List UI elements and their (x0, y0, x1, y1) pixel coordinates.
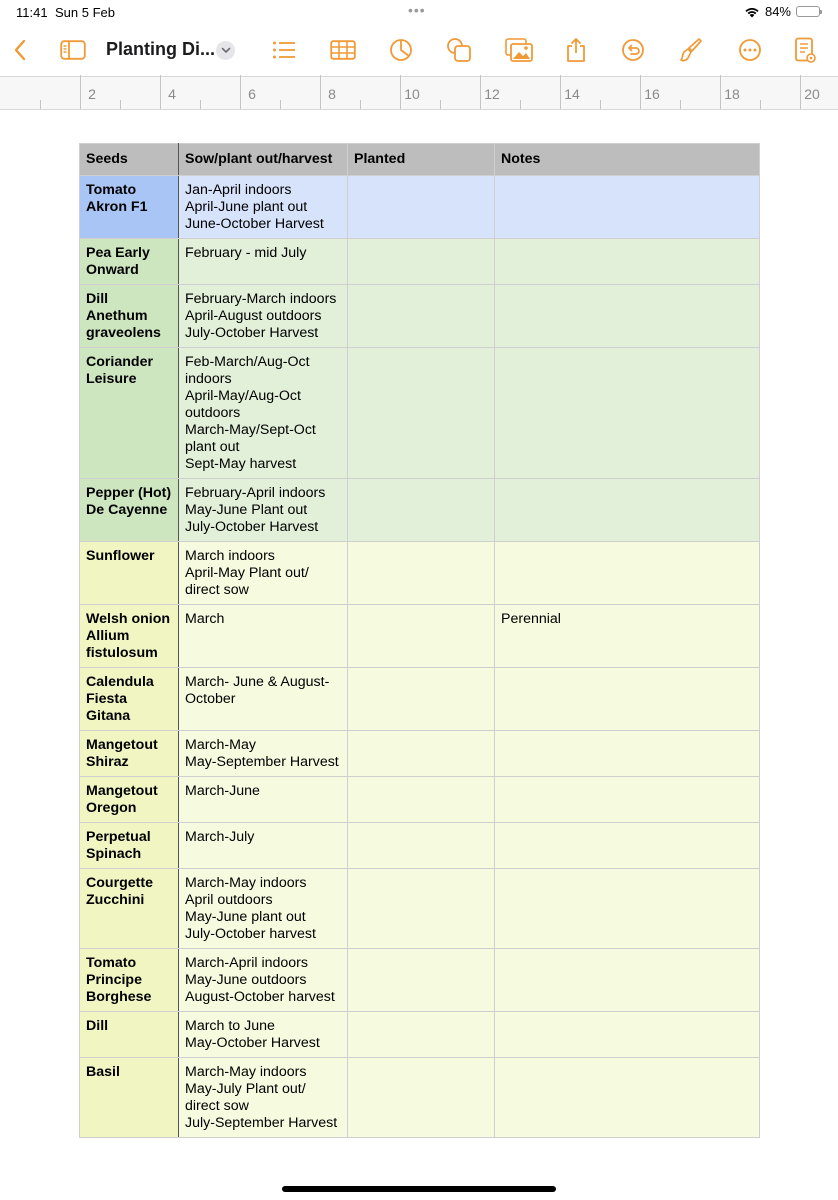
seed-cell[interactable] (80, 348, 179, 479)
ruler-tick (160, 75, 161, 109)
seed-name-line: Shiraz (86, 754, 129, 770)
sow-line: March-May (185, 737, 256, 753)
seed-cell[interactable] (80, 1012, 179, 1058)
sow-cell[interactable] (179, 176, 348, 239)
seed-name-line: Zucchini (86, 892, 145, 908)
ruler-tick (280, 100, 281, 109)
ruler-label: 8 (328, 86, 336, 102)
seed-name-line: Borghese (86, 989, 152, 1005)
notes-cell[interactable] (495, 348, 760, 479)
seed-cell[interactable] (80, 668, 179, 731)
table-row[interactable] (80, 777, 760, 823)
notes-cell[interactable] (495, 869, 760, 949)
sow-line: May-July Plant out/ (185, 1081, 306, 1097)
seed-name-line: Perpetual (86, 829, 151, 845)
sow-cell[interactable] (179, 479, 348, 542)
planted-cell[interactable] (348, 869, 495, 949)
chevron-down-icon[interactable] (216, 41, 235, 60)
ruler-tick (640, 75, 641, 109)
seed-name-line: Tomato (86, 182, 137, 198)
status-bar (0, 0, 838, 24)
seed-name-line: De Cayenne (86, 502, 168, 518)
planted-cell[interactable] (348, 239, 495, 285)
document-title[interactable]: Planting Di... (106, 39, 216, 59)
header-sow[interactable]: Sow/plant out/harvest (179, 144, 348, 176)
sow-line: July-October harvest (185, 926, 316, 942)
table-row[interactable] (80, 479, 760, 542)
toolbar (0, 26, 838, 74)
ruler-label: 20 (804, 86, 820, 102)
sow-line: February - mid July (185, 245, 307, 261)
sow-line: May-June Plant out (185, 502, 308, 518)
sow-line: direct sow (185, 582, 249, 598)
seed-cell[interactable] (80, 731, 179, 777)
sow-line: April outdoors (185, 892, 273, 908)
planted-cell[interactable] (348, 668, 495, 731)
sow-line: March-May indoors (185, 1064, 307, 1080)
notes-cell[interactable] (495, 1012, 760, 1058)
ruler-label: 4 (168, 86, 176, 102)
seed-name-line: Spinach (86, 846, 142, 862)
table-row[interactable] (80, 239, 760, 285)
ruler-tick (440, 100, 441, 109)
sow-line: March- June & August- (185, 674, 330, 690)
sow-cell[interactable] (179, 1012, 348, 1058)
battery-percent: 84% (764, 4, 791, 19)
seed-cell[interactable] (80, 285, 179, 348)
seed-name-line: Dill (86, 1018, 109, 1034)
seed-cell[interactable] (80, 542, 179, 605)
battery-icon (796, 6, 820, 17)
seed-name-line: Fiesta (86, 691, 128, 707)
sow-line: May-September Harvest (185, 754, 339, 770)
sow-line: March to June (185, 1018, 275, 1034)
table-row[interactable] (80, 1058, 760, 1138)
planted-cell[interactable] (348, 1058, 495, 1138)
multitasking-dots[interactable]: ••• (408, 2, 426, 18)
ruler-label: 18 (724, 86, 740, 102)
sow-line: plant out (185, 439, 240, 455)
sow-line: June-October Harvest (185, 216, 324, 232)
notes-cell[interactable] (495, 479, 760, 542)
wifi-icon (744, 6, 760, 18)
seed-name-line: Mangetout (86, 783, 158, 799)
notes-cell[interactable] (495, 949, 760, 1012)
seed-name-line: Leisure (86, 371, 137, 387)
sow-cell[interactable] (179, 869, 348, 949)
seed-name-line: Principe (86, 972, 142, 988)
table-row[interactable] (80, 1012, 760, 1058)
planted-cell[interactable] (348, 479, 495, 542)
sow-line: April-August outdoors (185, 308, 322, 324)
shapes-icon[interactable] (445, 36, 473, 64)
status-date: Sun 5 Feb (55, 5, 115, 20)
table-row[interactable] (80, 668, 760, 731)
planting-table[interactable] (79, 143, 760, 1138)
ruler-tick (400, 75, 401, 109)
ruler-tick (720, 75, 721, 109)
ruler-tick (680, 100, 681, 109)
sow-line: July-October Harvest (185, 519, 319, 535)
seed-name-line: Oregon (86, 800, 137, 816)
seed-name-line: Pepper (Hot) (86, 485, 172, 501)
ruler-tick (520, 100, 521, 109)
seed-name-line: Calendula (86, 674, 154, 690)
sow-cell[interactable] (179, 348, 348, 479)
more-icon[interactable] (736, 36, 764, 64)
sow-cell[interactable] (179, 823, 348, 869)
seed-cell[interactable] (80, 777, 179, 823)
ruler-tick (760, 100, 761, 109)
sow-cell[interactable] (179, 239, 348, 285)
planted-cell[interactable] (348, 777, 495, 823)
seed-cell[interactable] (80, 479, 179, 542)
sow-cell[interactable] (179, 285, 348, 348)
sow-line: May-June outdoors (185, 972, 307, 988)
status-right (744, 4, 820, 19)
table-row[interactable] (80, 731, 760, 777)
notes-cell[interactable] (495, 239, 760, 285)
header-planted[interactable]: Planted (348, 144, 495, 176)
planted-cell[interactable] (348, 949, 495, 1012)
home-indicator[interactable] (282, 1186, 556, 1192)
seed-cell[interactable] (80, 605, 179, 668)
ruler-tick (200, 100, 201, 109)
notes-cell[interactable] (495, 823, 760, 869)
planted-cell[interactable] (348, 605, 495, 668)
notes-cell[interactable] (495, 777, 760, 823)
seed-name-line: Akron F1 (86, 199, 148, 215)
status-time: 11:41 (16, 5, 48, 20)
table-body (80, 176, 760, 1138)
sow-cell[interactable] (179, 777, 348, 823)
table-row[interactable] (80, 869, 760, 949)
sow-cell[interactable] (179, 949, 348, 1012)
seed-name-line: Allium (86, 628, 130, 644)
sow-line: August-October harvest (185, 989, 335, 1005)
ruler-tick (320, 75, 321, 109)
ruler-tick (480, 75, 481, 109)
notes-cell[interactable] (495, 731, 760, 777)
back-chevron-icon[interactable] (6, 36, 34, 64)
header-seeds[interactable]: Seeds (80, 144, 179, 176)
planted-cell[interactable] (348, 823, 495, 869)
ruler-tick (800, 75, 801, 109)
sow-line: February-March indoors (185, 291, 337, 307)
sow-line: direct sow (185, 1098, 249, 1114)
seed-cell[interactable] (80, 176, 179, 239)
sow-line: March (185, 611, 225, 627)
seed-cell[interactable] (80, 949, 179, 1012)
sow-line: March-June (185, 783, 260, 799)
seed-name-line: Welsh onion (86, 611, 171, 627)
planted-cell[interactable] (348, 731, 495, 777)
planted-cell[interactable] (348, 1012, 495, 1058)
table-icon[interactable] (329, 36, 357, 64)
seed-name-line: Tomato (86, 955, 137, 971)
ruler-label: 6 (248, 86, 256, 102)
ruler-label: 14 (564, 86, 580, 102)
seed-name-line: Pea Early (86, 245, 150, 261)
ruler-label: 10 (404, 86, 420, 102)
planted-cell[interactable] (348, 176, 495, 239)
ruler-tick (360, 100, 361, 109)
seed-name-line: Mangetout (86, 737, 158, 753)
ruler-tick (80, 75, 81, 109)
undo-icon[interactable] (619, 36, 647, 64)
sow-line: July-September Harvest (185, 1115, 338, 1131)
planted-cell[interactable] (348, 542, 495, 605)
seed-name-line: graveolens (86, 325, 161, 341)
table-row[interactable] (80, 348, 760, 479)
sow-line: outdoors (185, 405, 241, 421)
sow-line: indoors (185, 371, 232, 387)
planted-cell[interactable] (348, 348, 495, 479)
sow-line: March-May/Sept-Oct (185, 422, 316, 438)
table-header-row (80, 144, 760, 176)
sow-line: Sept-May harvest (185, 456, 297, 472)
seed-name-line: Coriander (86, 354, 154, 370)
ruler-tick (240, 75, 241, 109)
seed-name-line: Courgette (86, 875, 153, 891)
sow-cell[interactable] (179, 605, 348, 668)
seed-cell[interactable] (80, 1058, 179, 1138)
planting-table-container (79, 143, 759, 1138)
notes-cell[interactable] (495, 542, 760, 605)
list-icon[interactable] (270, 36, 298, 64)
sow-line: April-May Plant out/ (185, 565, 309, 581)
sidebar-icon[interactable] (59, 36, 87, 64)
sow-line: July-October Harvest (185, 325, 319, 341)
media-icon[interactable] (505, 36, 533, 64)
seed-name-line: fistulosum (86, 645, 158, 661)
sow-line: March indoors (185, 548, 275, 564)
sow-line: Jan-April indoors (185, 182, 292, 198)
notes-cell[interactable] (495, 668, 760, 731)
chart-icon[interactable] (387, 36, 415, 64)
seed-name-line: Basil (86, 1064, 120, 1080)
header-notes[interactable]: Notes (495, 144, 760, 176)
ruler-label: 16 (644, 86, 660, 102)
table-row[interactable] (80, 285, 760, 348)
sow-line: March-July (185, 829, 255, 845)
table-row[interactable] (80, 949, 760, 1012)
ruler-tick (120, 100, 121, 109)
ruler-tick (560, 75, 561, 109)
table-row[interactable] (80, 542, 760, 605)
seed-name-line: Gitana (86, 708, 131, 724)
sow-cell[interactable] (179, 731, 348, 777)
sow-line: April-June plant out (185, 199, 308, 215)
table-row[interactable] (80, 605, 760, 668)
table-row[interactable] (80, 176, 760, 239)
share-icon[interactable] (562, 36, 590, 64)
sow-line: May-June plant out (185, 909, 306, 925)
planted-cell[interactable] (348, 285, 495, 348)
table-row[interactable] (80, 823, 760, 869)
seed-cell[interactable] (80, 869, 179, 949)
ruler-tick (600, 100, 601, 109)
notes-cell[interactable] (495, 285, 760, 348)
ruler-label: 12 (484, 86, 500, 102)
sow-line: February-April indoors (185, 485, 326, 501)
sow-cell[interactable] (179, 542, 348, 605)
ruler[interactable] (0, 76, 838, 110)
ruler-label: 2 (88, 86, 96, 102)
paintbrush-icon[interactable] (677, 36, 705, 64)
seed-name-line: Dill Anethum (86, 291, 148, 324)
sow-line: May-October Harvest (185, 1035, 320, 1051)
sow-line: March-April indoors (185, 955, 308, 971)
seed-cell[interactable] (80, 239, 179, 285)
sow-line: Feb-March/Aug-Oct (185, 354, 310, 370)
sow-line: April-May/Aug-Oct (185, 388, 301, 404)
notes-cell[interactable]: Perennial (495, 605, 760, 668)
seed-name-line: Sunflower (86, 548, 155, 564)
seed-cell[interactable] (80, 823, 179, 869)
ruler-tick (40, 100, 41, 109)
sow-cell[interactable] (179, 668, 348, 731)
notes-cell[interactable] (495, 1058, 760, 1138)
notes-cell[interactable] (495, 176, 760, 239)
seed-name-line: Onward (86, 262, 139, 278)
sow-line: March-May indoors (185, 875, 307, 891)
sow-cell[interactable] (179, 1058, 348, 1138)
document-icon[interactable] (791, 36, 819, 64)
sow-line: October (185, 691, 236, 707)
